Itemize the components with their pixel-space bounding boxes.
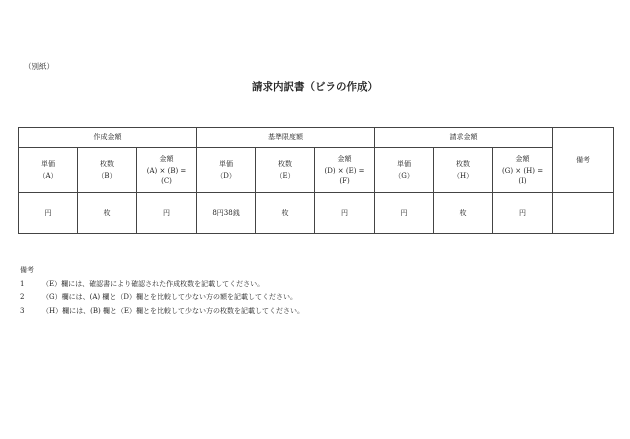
- base-unit-price: 8円38銭: [212, 208, 240, 217]
- note-item: 3 （H）欄には、(B) 欄と（E）欄とを比較して少ない方の枚数を記載してください。: [20, 306, 305, 315]
- group-header-row: [19, 128, 614, 148]
- sub-header-row: [19, 148, 614, 193]
- sub-header-cell: 枚数 （B）: [78, 148, 137, 193]
- page-title: 請求内訳書（ビラの作成）: [252, 81, 378, 93]
- remarks-header: 備考: [553, 128, 614, 193]
- sub-header-cell: 金額 (G) × (H) = (I): [493, 148, 553, 193]
- data-row: [19, 193, 614, 234]
- unit-cell: 枚: [434, 193, 493, 234]
- invoice-breakdown-table: [18, 127, 614, 234]
- notes-section: [20, 264, 304, 318]
- note-item: 1 （E）欄には、確認書により確認された作成枚数を記載してください。: [20, 279, 265, 288]
- unit-cell: 円: [315, 193, 375, 234]
- attachment-label: （別紙）: [24, 62, 54, 71]
- notes-heading: 備考: [20, 266, 34, 274]
- unit-cell: 枚: [78, 193, 137, 234]
- sub-header-cell: 単価 （D）: [197, 148, 256, 193]
- unit-cell: 円: [375, 193, 434, 234]
- group-header-production: 作成金額: [19, 128, 197, 148]
- group-header-claim: 請求金額: [375, 128, 553, 148]
- sub-header-cell: 金額 (D) × (E) = (F): [315, 148, 375, 193]
- base-unit-price-cell: [197, 193, 256, 234]
- unit-cell: 円: [493, 193, 553, 234]
- sub-header-cell: 枚数 （E）: [256, 148, 315, 193]
- unit-cell: 円: [137, 193, 197, 234]
- unit-cell: 円: [19, 193, 78, 234]
- sub-header-cell: 金額 (A) × (B) = (C): [137, 148, 197, 193]
- sub-header-cell: 単価 （G）: [375, 148, 434, 193]
- unit-cell: 枚: [256, 193, 315, 234]
- note-item: 2 （G）欄には、(A) 欄と（D）欄とを比較して少ない方の額を記載してください。: [20, 293, 297, 301]
- group-header-base-limit: 基準限度額: [197, 128, 375, 148]
- remarks-cell: [553, 193, 614, 234]
- sub-header-cell: 枚数 （H）: [434, 148, 493, 193]
- sub-header-cell: 単価 （A）: [19, 148, 78, 193]
